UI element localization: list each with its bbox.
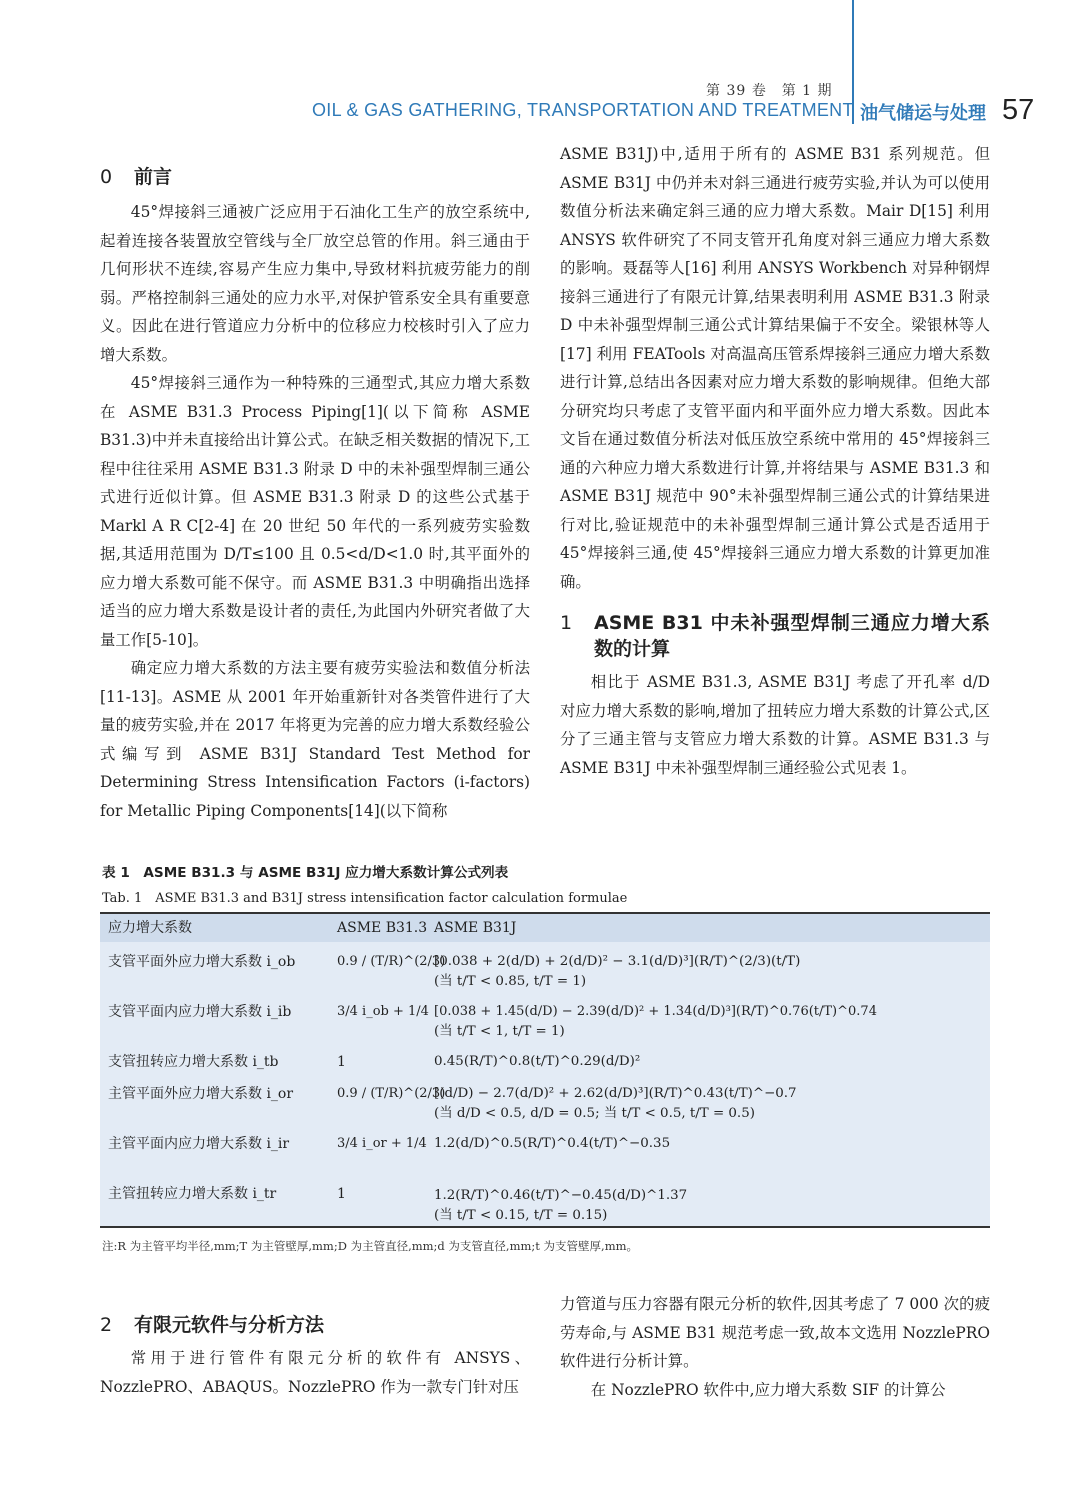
table-row-b31j-condition: (当 d/D < 0.5, d/D = 0.5; 当 t/T < 0.5, t/T = 0.5) bbox=[434, 1106, 755, 1121]
section-1-paragraph: 相比于 ASME B31.3, ASME B31J 考虑了开孔率 d/D 对应力增大系数的影响,增加了扭转应力增大系数的计算公式,区分了三通主管与支管应力增大系数的计算。ASME B31.3 与 ASME B31J 中未补强型焊制三通经验公式见表 1。 bbox=[560, 673, 990, 777]
right-column bbox=[560, 140, 990, 782]
intro-paragraph-2: 45°焊接斜三通作为一种特殊的三通型式,其应力增大系数在 ASME B31.3 Process Piping[1](以下简称 ASME B31.3)中并未直接给出计算公式。在缺乏相关数据的情况下,工程中往往采用 ASME B31.3 附录 D 中的未补强型焊制三通公式进行近似计算。但 ASME B31.3 附录 D 的这些公式基于 Markl A R C[2-4] 在 20 世纪 50 年代的一系列疲劳实验数据,其适用范围为 D/T≤100 且 0.5<d/D<1.0 时,其平面外的应力增大系数可能不保守。而 ASME B31.3 中明确指出选择适当的应力增大系数是设计者的责任,为此国内外研究者做了大量工作[5-10]。 bbox=[100, 374, 530, 649]
section-2-title: 有限元软件与分析方法 bbox=[134, 1314, 325, 1336]
section-1-number: 1 bbox=[560, 612, 573, 634]
table-caption-cn: 表 1 ASME B31.3 与 ASME B31J 应力增大系数计算公式列表 bbox=[102, 865, 509, 881]
section-0-heading bbox=[100, 164, 530, 190]
intro-paragraph-1: 45°焊接斜三通被广泛应用于石油化工生产的放空系统中,起着连接各装置放空管线与全厂放空总管的作用。斜三通由于几何形状不连续,容易产生应力集中,导致材料抗疲劳能力的削弱。严格控制斜三通处的应力水平,对保护管系安全具有重要意义。因此在进行管道应力分析中的位移应力校核时引入了应力增大系数。 bbox=[100, 203, 530, 364]
section-2-paragraph-1: 常用于进行管件有限元分析的软件有 ANSYS、NozzlePRO、ABAQUS。NozzlePRO 作为一款专门针对压 bbox=[100, 1349, 530, 1396]
table-row-b31j: [0.038 + 2(d/D) + 2(d/D)² − 3.1(d/D)³](R/T)^(2/3)(t/T) bbox=[434, 954, 801, 969]
issue-label: 第 39 卷 第 1 期 bbox=[706, 83, 833, 99]
section-2-number: 2 bbox=[100, 1314, 113, 1336]
table-row-name: 主管平面内应力增大系数 i_ir bbox=[108, 1136, 290, 1152]
table-row-name: 支管平面外应力增大系数 i_ob bbox=[108, 954, 296, 970]
table-header-b31j: ASME B31J bbox=[434, 920, 517, 936]
right-column-bottom bbox=[560, 1290, 990, 1404]
intro-paragraph-3-continued: ASME B31J)中,适用于所有的 ASME B31 系列规范。但 ASME B31J 中仍并未对斜三通进行疲劳实验,并认为可以使用数值分析法来确定斜三通的应力增大系数。Mair D[15] 利用 ANSYS 软件研究了不同支管开孔角度对斜三通应力增大系数的影响。聂磊等人[16] 利用 ANSYS Workbench 对异种钢焊接斜三通进行了有限元计算,结果表明利用 ASME B31.3 附录 D 中未补强型焊制三通公式计算结果偏于不安全。梁银林等人[17] 利用 FEATools 对高温高压管系焊接斜三通应力增大系数进行计算,总结出各因素对应力增大系数的影响规律。但绝大部分研究均只考虑了支管平面内和平面外应力增大系数。因此本文旨在通过数值分析法对低压放空系统中常用的 45°焊接斜三通的六种应力增大系数进行计算,并将结果与 ASME B31.3 和 ASME B31J 规范中 90°未补强型焊制三通公式的计算结果进行对比,验证规范中的未补强型焊制三通计算公式是否适用于 45°焊接斜三通,使 45°焊接斜三通应力增大系数的计算更加准确。 bbox=[560, 145, 990, 591]
table-row-b313: 0.9 / (T/R)^(2/3) bbox=[337, 1086, 446, 1101]
table-row-name: 主管扭转应力增大系数 i_tr bbox=[108, 1186, 277, 1202]
table-header-b313: ASME B31.3 bbox=[337, 920, 428, 936]
journal-title-en: OIL & GAS GATHERING, TRANSPORTATION AND TREATMENT bbox=[312, 100, 854, 120]
section-2-paragraph-2: 在 NozzlePRO 软件中,应力增大系数 SIF 的计算公 bbox=[590, 1380, 946, 1399]
table-row-b313: 1 bbox=[337, 1186, 346, 1202]
table-row-b31j-condition: (当 t/T < 0.15, t/T = 0.15) bbox=[434, 1208, 608, 1223]
table-row-b31j-condition: (当 t/T < 0.85, t/T = 1) bbox=[434, 974, 587, 989]
table-row-b31j: [0.038 + 1.45(d/D) − 2.39(d/D)² + 1.34(d/D)³](R/T)^0.76(t/T)^0.74 bbox=[434, 1004, 877, 1019]
table-row-name: 主管平面外应力增大系数 i_or bbox=[108, 1086, 294, 1102]
table-row-b31j: 1.2(d/D)^0.5(R/T)^0.4(t/T)^−0.35 bbox=[434, 1136, 671, 1151]
table-header-sif: 应力增大系数 bbox=[108, 920, 192, 936]
table-row-name: 支管平面内应力增大系数 i_ib bbox=[108, 1004, 292, 1020]
left-column-bottom bbox=[100, 1312, 530, 1401]
section-2-paragraph-1-continued: 力管道与压力容器有限元分析的软件,因其考虑了 7 000 次的疲劳寿命,与 ASME B31 规范考虑一致,故本文选用 NozzlePRO 软件进行分析计算。 bbox=[560, 1295, 990, 1370]
section-1-title: ASME B31 中未补强型焊制三通应力增大系数的计算 bbox=[594, 612, 990, 660]
section-0-title: 前言 bbox=[134, 166, 173, 188]
table-row-name: 支管扭转应力增大系数 i_tb bbox=[108, 1054, 279, 1070]
page-number: 57 bbox=[1002, 94, 1035, 126]
table-header-row bbox=[100, 914, 990, 942]
left-column bbox=[100, 164, 530, 825]
table-bottom-rule bbox=[100, 1226, 990, 1228]
table-row-b31j: [(d/D) − 2.7(d/D)² + 2.62(d/D)³](R/T)^0.43(t/T)^−0.7 bbox=[434, 1086, 797, 1101]
table-row-b31j: 1.2(R/T)^0.46(t/T)^−0.45(d/D)^1.37 bbox=[434, 1188, 688, 1203]
section-1-heading bbox=[560, 610, 990, 662]
table-row-b313: 3/4 i_ob + 1/4 bbox=[337, 1004, 429, 1019]
journal-title-cn: 油气储运与处理 bbox=[860, 103, 986, 124]
table-row-b313: 0.9 / (T/R)^(2/3) bbox=[337, 954, 446, 969]
table-note: 注:R 为主管平均半径,mm;T 为主管壁厚,mm;D 为主管直径,mm;d 为支管直径,mm;t 为支管壁厚,mm。 bbox=[102, 1239, 639, 1253]
table-caption-en: Tab. 1 ASME B31.3 and B31J stress intensification factor calculation formulae bbox=[102, 891, 628, 906]
intro-paragraph-3: 确定应力增大系数的方法主要有疲劳实验法和数值分析法[11-13]。ASME 从 2001 年开始重新针对各类管件进行了大量的疲劳实验,并在 2017 年将更为完善的应力增大系数经验公式编写到 ASME B31J Standard Test Method for Determining Stress Intensification Factors (i-factors) for Metallic Piping Components[14](以下简称 bbox=[100, 659, 530, 820]
table-row-b31j-condition: (当 t/T < 1, t/T = 1) bbox=[434, 1024, 565, 1039]
table-row-b313: 1 bbox=[337, 1054, 346, 1070]
table-row-b313: 3/4 i_or + 1/4 bbox=[337, 1136, 427, 1151]
section-2-heading bbox=[100, 1312, 530, 1338]
table-row-b31j: 0.45(R/T)^0.8(t/T)^0.29(d/D)² bbox=[434, 1054, 641, 1069]
section-0-number: 0 bbox=[100, 166, 113, 188]
table-top-rule bbox=[100, 912, 990, 914]
